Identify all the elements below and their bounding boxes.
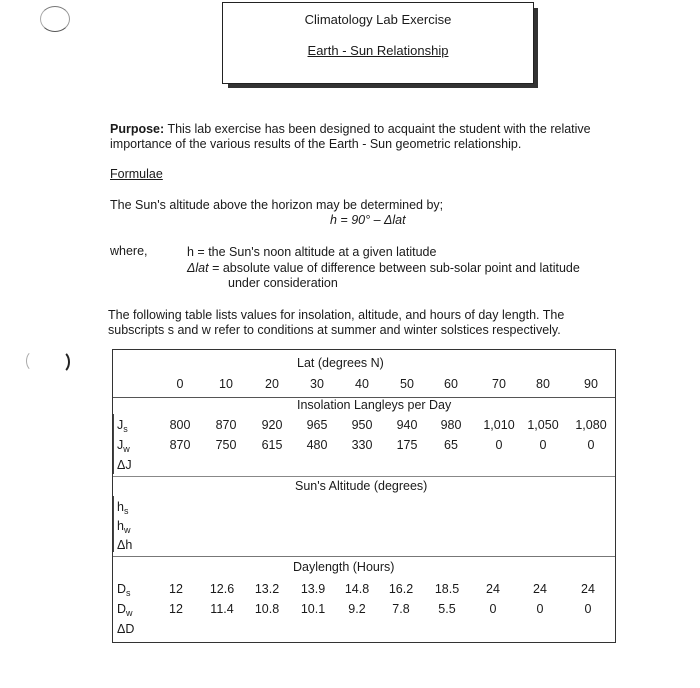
- row-label-delta-h: Δh: [117, 538, 133, 552]
- insolation-w-value: 480: [306, 438, 328, 452]
- data-table: [112, 349, 616, 643]
- insolation-s-value: 1,050: [527, 418, 559, 432]
- lat-value: 30: [310, 377, 324, 391]
- table-intro-2: subscripts s and w refer to conditions at summer and winter solstices respectively.: [108, 323, 561, 337]
- daylength-s-value: 13.2: [254, 582, 280, 596]
- insolation-s-value: 800: [169, 418, 191, 432]
- scan-mark: [26, 350, 44, 372]
- lat-value: 60: [444, 377, 458, 391]
- table-divider: [113, 476, 615, 477]
- daylength-w-value: 0: [584, 602, 592, 616]
- row-label-delta-d: ΔD: [117, 622, 135, 636]
- daylength-w-value: 12: [169, 602, 183, 616]
- insolation-s-value: 950: [351, 418, 373, 432]
- insolation-s-value: 940: [396, 418, 418, 432]
- daylength-w-value: 9.2: [348, 602, 366, 616]
- insolation-s-value: 965: [306, 418, 328, 432]
- daylength-w-value: 0: [536, 602, 544, 616]
- lat-value: 70: [492, 377, 506, 391]
- daylength-s-value: 12: [169, 582, 183, 596]
- daylength-s-value: 16.2: [388, 582, 414, 596]
- insolation-w-value: 750: [215, 438, 237, 452]
- where-label: where,: [110, 244, 148, 258]
- daylength-w-value: 7.8: [392, 602, 410, 616]
- daylength-s-value: 24: [581, 582, 595, 596]
- definition-h: h = the Sun's noon altitude at a given latitude: [187, 245, 437, 259]
- row-label-js: $J_s$: [117, 418, 128, 434]
- formulae-heading: Formulae: [110, 167, 163, 181]
- lat-value: 80: [536, 377, 550, 391]
- formulae-intro: The Sun's altitude above the horizon may be determined by;: [110, 198, 444, 212]
- row-label-hw: $h_w$: [117, 519, 131, 535]
- definition-lat-text: = absolute value of difference between sub-solar point and latitude: [208, 261, 580, 275]
- daylength-s-value: 18.5: [434, 582, 460, 596]
- insolation-s-value: 1,080: [575, 418, 607, 432]
- scan-mark: [40, 6, 70, 32]
- label-column-border: [113, 496, 114, 552]
- insolation-w-value: 175: [396, 438, 418, 452]
- purpose-line-1: [110, 122, 591, 136]
- table-divider: [113, 556, 615, 557]
- daylength-s-value: 12.6: [209, 582, 235, 596]
- row-label-dw: $D_w$: [117, 602, 133, 618]
- insolation-s-value: 920: [261, 418, 283, 432]
- definition-lat-line2: under consideration: [228, 276, 338, 290]
- definition-lat-symbol: Δlat: [187, 261, 209, 275]
- daylength-w-value: 10.1: [300, 602, 326, 616]
- purpose-text-1: This lab exercise has been designed to acquaint the student with the relative: [167, 122, 591, 136]
- row-label-jw: $J_w$: [117, 438, 130, 454]
- insolation-w-value: 0: [539, 438, 547, 452]
- insolation-w-value: 615: [261, 438, 283, 452]
- daylength-s-value: 24: [533, 582, 547, 596]
- daylength-s-value: 14.8: [344, 582, 370, 596]
- insolation-w-value: 870: [169, 438, 191, 452]
- insolation-w-value: 65: [444, 438, 458, 452]
- row-label-ds: $D_s$: [117, 582, 131, 598]
- purpose-label: Purpose:: [110, 122, 165, 136]
- altitude-equation: h = 90° – Δlat: [330, 213, 406, 227]
- lat-value: 90: [584, 377, 598, 391]
- purpose-text-2: importance of the various results of the Earth - Sun geometric relationship.: [110, 137, 522, 151]
- title-box: [222, 2, 534, 84]
- insolation-w-value: 330: [351, 438, 373, 452]
- document-subtitle: Earth - Sun Relationship: [307, 43, 449, 58]
- insolation-s-value: 1,010: [483, 418, 515, 432]
- insolation-w-value: 0: [495, 438, 503, 452]
- lat-header: Lat (degrees N): [297, 356, 384, 370]
- insolation-s-value: 980: [440, 418, 462, 432]
- daylength-w-value: 5.5: [438, 602, 456, 616]
- insolation-w-value: 0: [587, 438, 595, 452]
- document-title: Climatology Lab Exercise: [304, 12, 452, 27]
- scan-mark: [50, 350, 70, 374]
- label-column-border: [113, 414, 114, 474]
- daylength-header: Daylength (Hours): [293, 560, 395, 574]
- daylength-w-value: 11.4: [210, 602, 234, 616]
- lat-value: 40: [355, 377, 369, 391]
- lat-value: 0: [176, 377, 184, 391]
- altitude-header: Sun's Altitude (degrees): [295, 479, 428, 493]
- row-label-hs: $h_s$: [117, 500, 129, 516]
- table-intro-1: The following table lists values for insolation, altitude, and hours of day length. The: [108, 308, 565, 322]
- definition-lat: [187, 261, 580, 275]
- lat-value: 10: [219, 377, 233, 391]
- lat-value: 50: [400, 377, 414, 391]
- daylength-s-value: 24: [486, 582, 500, 596]
- daylength-s-value: 13.9: [300, 582, 326, 596]
- lat-value: 20: [265, 377, 279, 391]
- daylength-w-value: 10.8: [254, 602, 280, 616]
- insolation-s-value: 870: [215, 418, 237, 432]
- insolation-header: Insolation Langleys per Day: [297, 398, 452, 412]
- row-label-delta-j: ΔJ: [117, 458, 132, 472]
- daylength-w-value: 0: [489, 602, 497, 616]
